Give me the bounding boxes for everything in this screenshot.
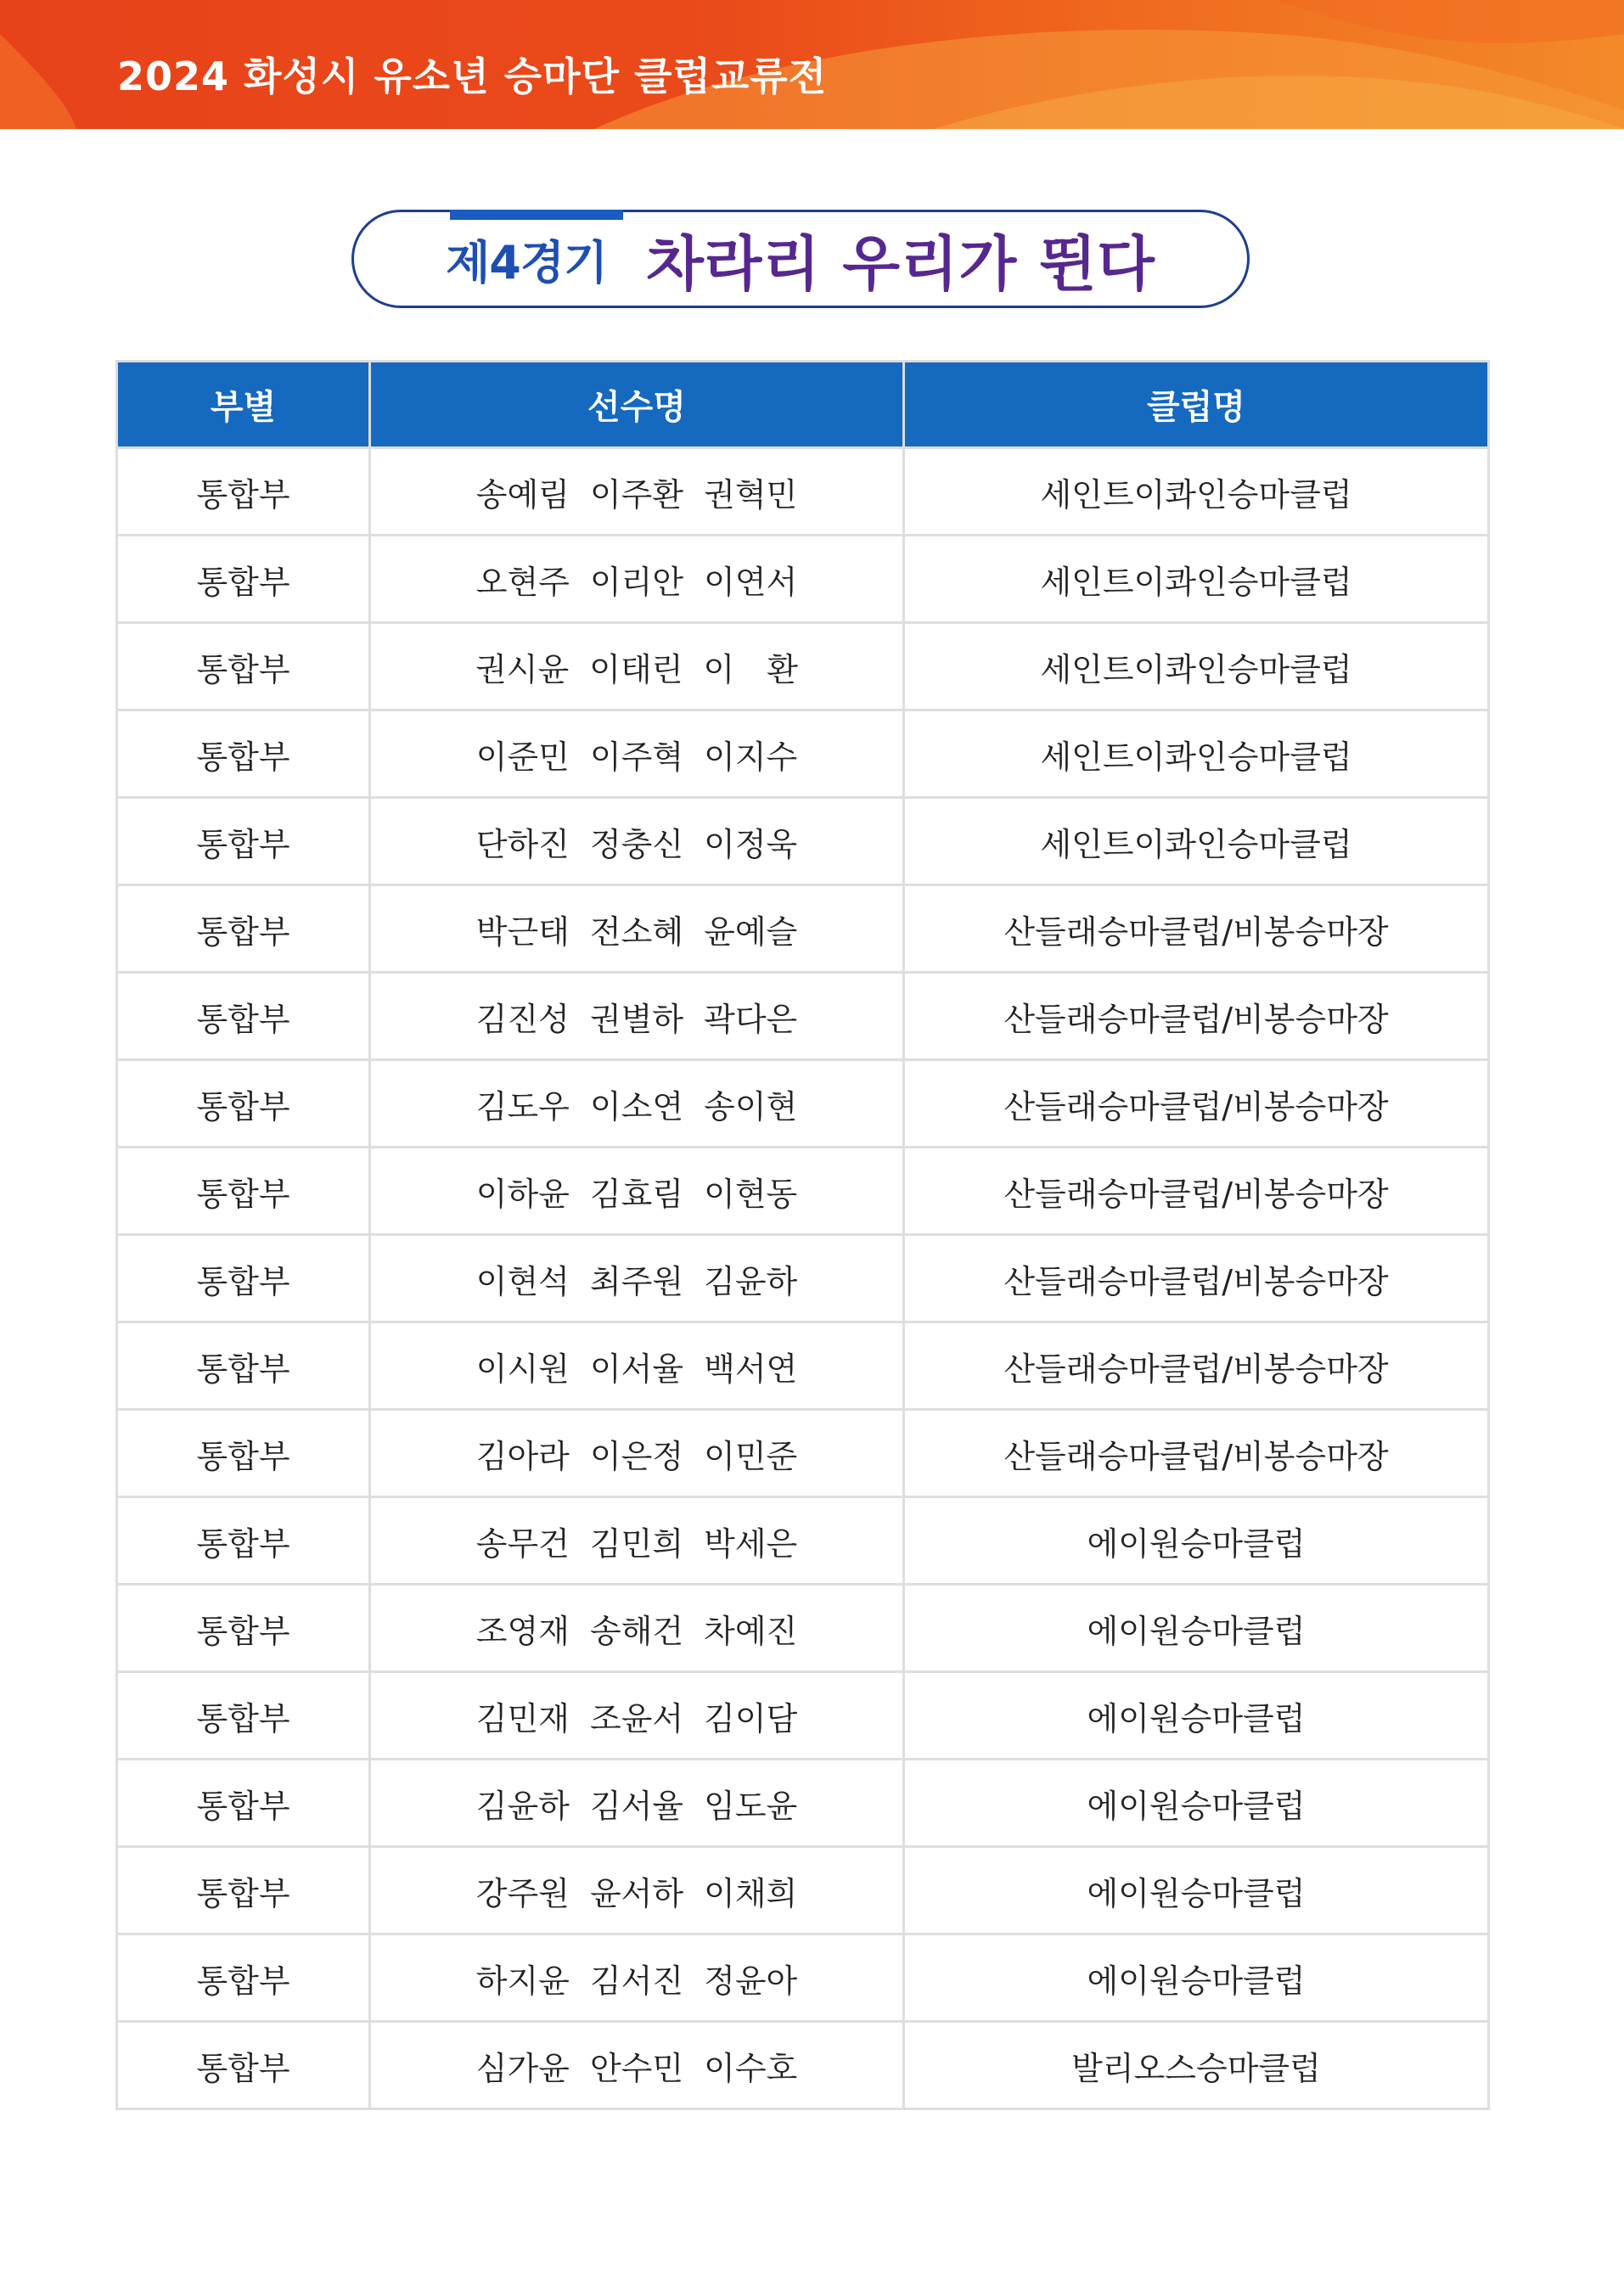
players-cell: 송예림 이주환 권혁민 xyxy=(370,448,904,536)
players-cell: 김진성 권별하 곽다은 xyxy=(370,973,904,1060)
match-heading-box xyxy=(351,210,1250,308)
table-row xyxy=(117,1322,1489,1410)
column-header-division: 부별 xyxy=(117,362,370,448)
players-cell: 이하윤 김효림 이현동 xyxy=(370,1148,904,1235)
top-banner xyxy=(0,0,1624,129)
banner-title: 2024 화성시 유소년 승마단 클럽교류전 xyxy=(117,53,828,99)
table-row xyxy=(117,536,1489,623)
heading-accent-bar xyxy=(450,210,623,220)
division-cell: 통합부 xyxy=(117,1148,370,1235)
column-header-club: 클럽명 xyxy=(904,362,1489,448)
club-cell: 산들래승마클럽/비봉승마장 xyxy=(904,1060,1489,1148)
division-cell: 통합부 xyxy=(117,1934,370,2022)
club-cell: 세인트이콰인승마클럽 xyxy=(904,623,1489,710)
table-row xyxy=(117,1672,1489,1760)
players-cell: 김아라 이은정 이민준 xyxy=(370,1410,904,1497)
table-row xyxy=(117,1585,1489,1672)
table-row xyxy=(117,1934,1489,2022)
division-cell: 통합부 xyxy=(117,973,370,1060)
table-row xyxy=(117,885,1489,973)
match-heading xyxy=(354,212,1247,306)
division-cell: 통합부 xyxy=(117,448,370,536)
division-cell: 통합부 xyxy=(117,1847,370,1934)
table-row xyxy=(117,798,1489,885)
players-cell: 김도우 이소연 송이현 xyxy=(370,1060,904,1148)
players-cell: 조영재 송해건 차예진 xyxy=(370,1585,904,1672)
table-row xyxy=(117,1235,1489,1322)
club-cell: 산들래승마클럽/비봉승마장 xyxy=(904,973,1489,1060)
club-cell: 세인트이콰인승마클럽 xyxy=(904,710,1489,798)
players-cell: 이시원 이서율 백서연 xyxy=(370,1322,904,1410)
players-cell: 오현주 이리안 이연서 xyxy=(370,536,904,623)
division-cell: 통합부 xyxy=(117,1585,370,1672)
players-cell: 심가윤 안수민 이수호 xyxy=(370,2022,904,2109)
division-cell: 통합부 xyxy=(117,1672,370,1760)
division-cell: 통합부 xyxy=(117,1235,370,1322)
table-row xyxy=(117,448,1489,536)
players-cell: 권시윤 이태린 이 환 xyxy=(370,623,904,710)
players-cell: 이준민 이주혁 이지수 xyxy=(370,710,904,798)
club-cell: 산들래승마클럽/비봉승마장 xyxy=(904,885,1489,973)
club-cell: 에이원승마클럽 xyxy=(904,1847,1489,1934)
club-cell: 에이원승마클럽 xyxy=(904,1934,1489,2022)
players-cell: 단하진 정충신 이정욱 xyxy=(370,798,904,885)
club-cell: 산들래승마클럽/비봉승마장 xyxy=(904,1235,1489,1322)
players-cell: 김민재 조윤서 김이담 xyxy=(370,1672,904,1760)
players-cell: 송무건 김민희 박세은 xyxy=(370,1497,904,1585)
roster-table xyxy=(115,360,1490,2110)
club-cell: 에이원승마클럽 xyxy=(904,1585,1489,1672)
club-cell: 산들래승마클럽/비봉승마장 xyxy=(904,1148,1489,1235)
column-header-players: 선수명 xyxy=(370,362,904,448)
club-cell: 발리오스승마클럽 xyxy=(904,2022,1489,2109)
division-cell: 통합부 xyxy=(117,1060,370,1148)
table-row xyxy=(117,2022,1489,2109)
match-number-label: 제4경기 xyxy=(446,235,608,289)
table-row xyxy=(117,1410,1489,1497)
players-cell: 박근태 전소혜 윤예슬 xyxy=(370,885,904,973)
players-cell: 강주원 윤서하 이채희 xyxy=(370,1847,904,1934)
club-cell: 산들래승마클럽/비봉승마장 xyxy=(904,1410,1489,1497)
table-row xyxy=(117,973,1489,1060)
division-cell: 통합부 xyxy=(117,536,370,623)
club-cell: 세인트이콰인승마클럽 xyxy=(904,448,1489,536)
players-cell: 하지윤 김서진 정윤아 xyxy=(370,1934,904,2022)
club-cell: 세인트이콰인승마클럽 xyxy=(904,536,1489,623)
division-cell: 통합부 xyxy=(117,623,370,710)
players-cell: 김윤하 김서율 임도윤 xyxy=(370,1760,904,1847)
table-header-row xyxy=(117,362,1489,448)
table-row xyxy=(117,1060,1489,1148)
division-cell: 통합부 xyxy=(117,1322,370,1410)
club-cell: 에이원승마클럽 xyxy=(904,1760,1489,1847)
table-row xyxy=(117,1497,1489,1585)
division-cell: 통합부 xyxy=(117,710,370,798)
club-cell: 에이원승마클럽 xyxy=(904,1672,1489,1760)
division-cell: 통합부 xyxy=(117,885,370,973)
division-cell: 통합부 xyxy=(117,1497,370,1585)
division-cell: 통합부 xyxy=(117,2022,370,2109)
players-cell: 이현석 최주원 김윤하 xyxy=(370,1235,904,1322)
table-row xyxy=(117,1760,1489,1847)
club-cell: 산들래승마클럽/비봉승마장 xyxy=(904,1322,1489,1410)
table-row xyxy=(117,710,1489,798)
division-cell: 통합부 xyxy=(117,1760,370,1847)
match-title: 차라리 우리가 뛴다 xyxy=(646,228,1155,299)
table-row xyxy=(117,1847,1489,1934)
club-cell: 세인트이콰인승마클럽 xyxy=(904,798,1489,885)
division-cell: 통합부 xyxy=(117,798,370,885)
division-cell: 통합부 xyxy=(117,1410,370,1497)
table-row xyxy=(117,1148,1489,1235)
table-row xyxy=(117,623,1489,710)
club-cell: 에이원승마클럽 xyxy=(904,1497,1489,1585)
